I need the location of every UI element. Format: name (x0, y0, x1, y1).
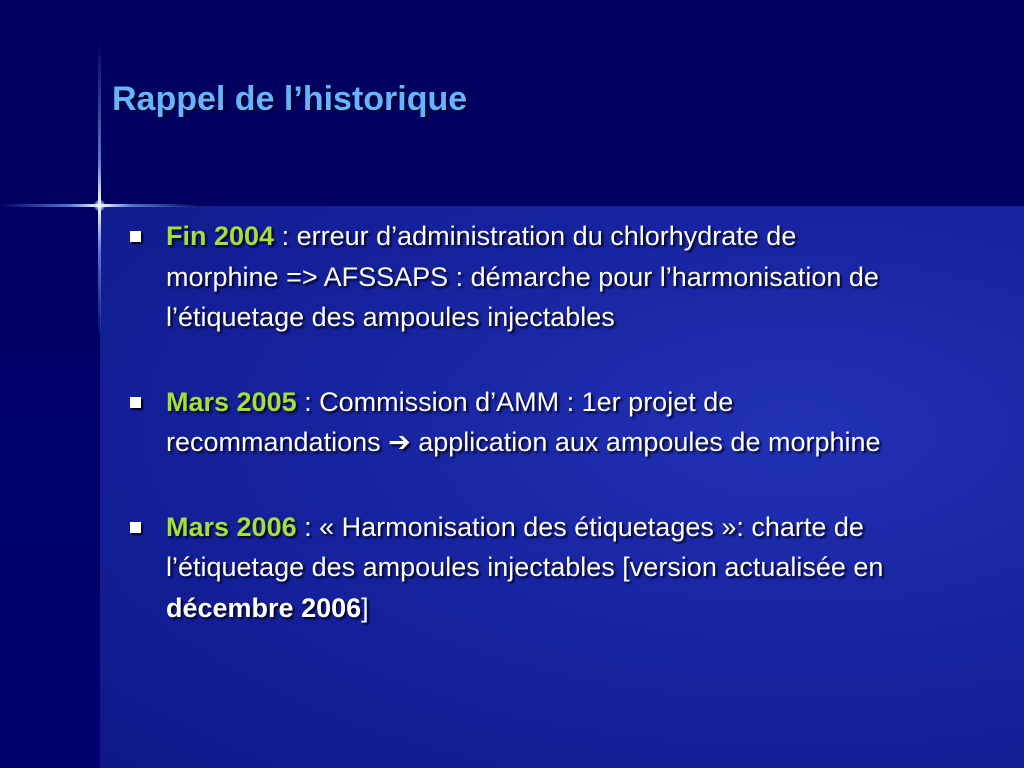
bullet-list (126, 216, 906, 672)
bullet-text-continued: application aux ampoules de morphine (410, 427, 881, 457)
sparkle-star-icon (94, 200, 105, 211)
bullet-item-mars-2006 (126, 507, 906, 629)
slide-title: Rappel de l’historique (112, 80, 468, 118)
bullet-text-end: ] (361, 592, 369, 623)
bullet-text: : Commission d’AMM : 1er projet de recommandations (166, 386, 734, 457)
square-bullet-icon (130, 231, 141, 242)
bullet-item-fin-2004 (126, 216, 906, 338)
bullet-date: Mars 2005 (166, 386, 297, 417)
bullet-text: : « Harmonisation des étiquetages »: charte de l’étiquetage des ampoules injectables [version actualisée en (166, 511, 884, 582)
square-bullet-icon (130, 522, 141, 533)
arrow-right-icon: ➔ (388, 427, 411, 457)
sparkle-vertical-line (98, 40, 101, 340)
bullet-date: Fin 2004 (166, 221, 275, 251)
square-bullet-icon (130, 397, 141, 408)
bullet-date: Mars 2006 (166, 511, 297, 542)
bullet-text: : erreur d’administration du chlorhydrate de morphine => AFSSAPS : démarche pour l’harmonisation de l’étiquetage des ampoules injectables (166, 221, 879, 332)
bullet-item-mars-2005 (126, 382, 906, 463)
bullet-bold-date: décembre 2006 (166, 592, 362, 623)
